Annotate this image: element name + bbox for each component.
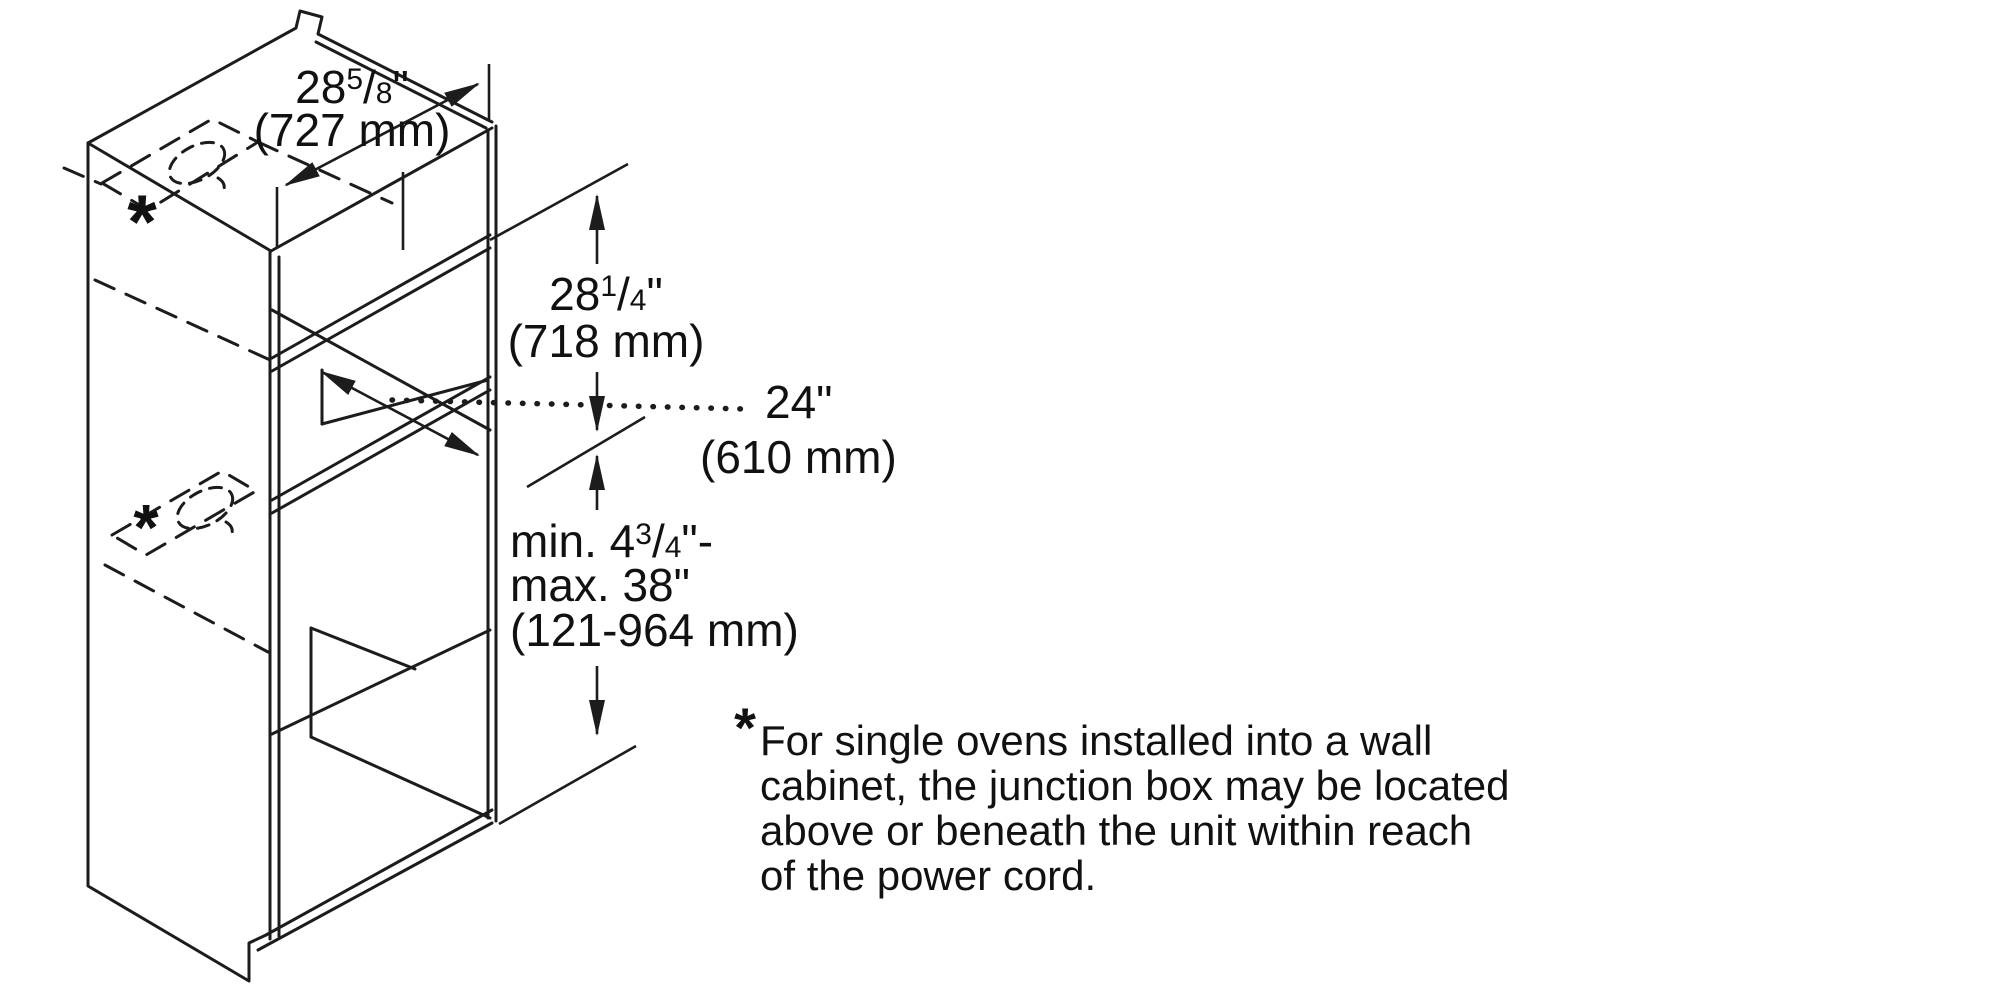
- footnote-line-4: of the power cord.: [760, 852, 1097, 899]
- footnote-marker: *: [734, 696, 756, 759]
- label-oven-depth-inches: 24": [765, 376, 833, 428]
- clearance-bottom-tick: [499, 746, 636, 824]
- lower-compartment-rear-floor-edge: [272, 630, 490, 734]
- shelf-upper-top-line: [272, 235, 490, 358]
- junction-box-range-line-upper: [95, 280, 270, 360]
- label-oven-depth-metric: (610 mm): [700, 431, 897, 483]
- footnote: [734, 696, 1509, 899]
- junction-box-top-left-dash: [64, 168, 101, 184]
- label-depth-inches: 28$^5$/8": [295, 61, 409, 113]
- label-depth-metric: (727 mm): [253, 104, 451, 156]
- label-clearance-metric: (121-964 mm): [510, 604, 799, 656]
- label-cutout-metric: (718 mm): [507, 315, 705, 367]
- junction-box-side: [95, 280, 270, 652]
- label-clearance-max: max. 38": [510, 559, 690, 611]
- cabinet-floor-front-edge: [266, 810, 492, 935]
- junction-box-side-cable-hook: [226, 522, 232, 538]
- junction-box-range-line-lower: [105, 565, 268, 652]
- footnote-line-2: cabinet, the junction box may be located: [760, 762, 1510, 809]
- cutout-top-tick: [490, 164, 628, 240]
- lower-compartment-wall-junction: [311, 628, 415, 669]
- dimension-oven-depth-24: [322, 372, 747, 455]
- footnote-line-1: For single ovens installed into a wall: [760, 717, 1433, 764]
- oven-depth-arrow: [322, 372, 478, 455]
- cabinet-left-panel: [88, 143, 266, 981]
- footnote-line-3: above or beneath the unit within reach: [760, 807, 1473, 854]
- shelf-lower-top-line: [272, 377, 490, 500]
- asterisk-junction-box-top: *: [127, 180, 157, 265]
- cabinet-base-front-edge: [258, 823, 492, 950]
- lower-compartment-floor-junction: [311, 737, 490, 818]
- cutout-bottom-tick: [527, 417, 645, 487]
- cabinet-top-face-left-edge: [88, 143, 271, 251]
- shelf-upper-bottom-line: [272, 248, 490, 371]
- junction-box-side-cable: [171, 479, 240, 537]
- label-cutout-inches: 28$^1$/4": [549, 268, 663, 320]
- junction-box-top-cable-hook: [218, 178, 224, 194]
- asterisk-junction-box-side: *: [133, 491, 159, 564]
- interior-receding-line-upper: [272, 310, 490, 430]
- label-clearance-min: min. 4$^3$/4"-: [510, 515, 714, 567]
